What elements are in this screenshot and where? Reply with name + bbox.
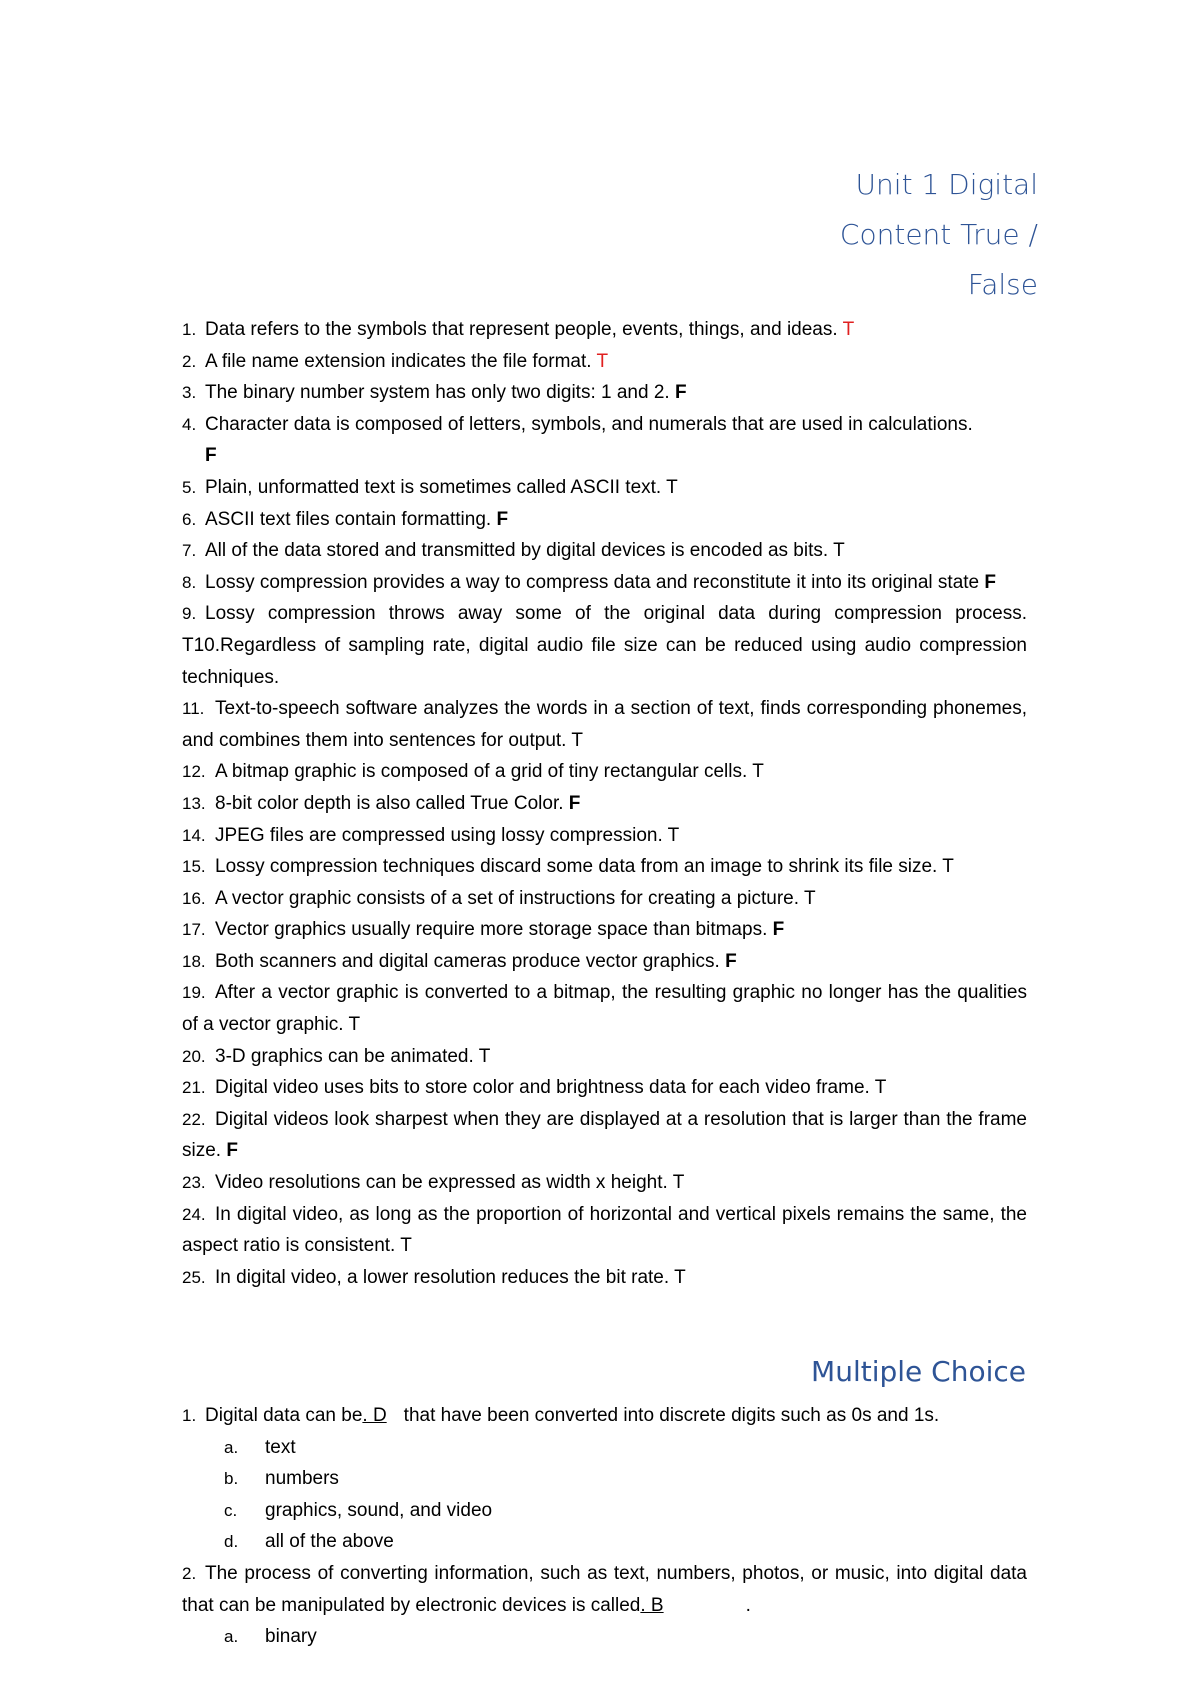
- item-text: The binary number system has only two digits: 1 and 2.: [205, 382, 670, 404]
- option-text: all of the above: [265, 1531, 394, 1553]
- question-text: The process of converting information, such as text, numbers, photos, or music, into digital data that can be manipulated by electronic devices is called: [182, 1562, 1027, 1616]
- answer-option: [182, 1526, 1027, 1558]
- question-text-after: .: [745, 1594, 751, 1616]
- item-answer: F: [496, 508, 509, 530]
- tf-item: [182, 504, 1027, 536]
- option-text: text: [265, 1436, 296, 1458]
- tf-item: [182, 693, 1027, 756]
- item-text: In digital video, a lower resolution reduces the bit rate.: [215, 1266, 670, 1288]
- item-answer: T: [942, 856, 954, 878]
- item-number: 15.: [182, 857, 206, 877]
- item-answer: F: [725, 950, 737, 972]
- tf-item: [182, 820, 1027, 852]
- tf-item: [182, 946, 1027, 978]
- item-number: 24.: [182, 1204, 206, 1224]
- tf-item: [182, 1041, 1027, 1073]
- item-text: Digital video uses bits to store color and brightness data for each video frame.: [215, 1077, 870, 1099]
- item-text: Text-to-speech software analyzes the words in a section of text, finds corresponding phonemes, and combines them into sentences for output.: [182, 698, 1027, 751]
- item-number: 8.: [182, 572, 197, 592]
- option-letter: c.: [224, 1500, 238, 1520]
- tf-item: [182, 377, 1027, 409]
- item-number: 23.: [182, 1173, 206, 1193]
- tf-item: [182, 346, 1027, 378]
- item-number: 9.: [182, 604, 197, 624]
- item-text: Character data is composed of letters, symbols, and numerals that are used in calculations.: [205, 413, 973, 435]
- tf-item: [182, 314, 1027, 346]
- item-answer: T: [752, 761, 764, 783]
- mc-question: [182, 1400, 1027, 1432]
- mc-question: [182, 1558, 1027, 1621]
- item-number: 22.: [182, 1109, 206, 1129]
- item-number: 19.: [182, 983, 206, 1003]
- tf-item: [182, 567, 1027, 599]
- option-text: binary: [265, 1626, 317, 1648]
- item-answer: T: [478, 1045, 491, 1067]
- item-number: 25.: [182, 1267, 206, 1287]
- tf-item: [182, 1167, 1027, 1199]
- item-text: Lossy compression throws away some of the original data during compression process.: [205, 603, 1027, 625]
- tf-item: [182, 1072, 1027, 1104]
- answer-option: [182, 1621, 1027, 1653]
- item-text: 3-D graphics can be animated.: [215, 1045, 474, 1067]
- item-text: Lossy compression techniques discard some data from an image to shrink its file size.: [215, 856, 938, 878]
- item-answer: T: [874, 1077, 887, 1099]
- item-text: Both scanners and digital cameras produce vector graphics.: [215, 950, 720, 972]
- item-text: Video resolutions can be expressed as width x height.: [215, 1172, 668, 1194]
- tf-item: [182, 535, 1027, 567]
- tf-item: [182, 788, 1027, 820]
- item-text: After a vector graphic is converted to a bitmap, the resulting graphic no longer has the qualities of a vector graphic.: [182, 982, 1027, 1036]
- tf-item: [182, 756, 1027, 788]
- item-text: Data refers to the symbols that represent people, events, things, and ideas.: [205, 319, 838, 340]
- question-text: Digital data can be: [205, 1405, 363, 1426]
- item-text: A file name extension indicates the file format.: [205, 350, 592, 372]
- item-answer: T: [803, 887, 816, 909]
- tf-item: [182, 409, 1027, 472]
- item-answer: F: [226, 1140, 238, 1162]
- item-answer: T: [348, 1014, 361, 1036]
- question-text-after: that have been converted into discrete digits such as 0s and 1s.: [403, 1405, 940, 1426]
- item-number: 2.: [182, 351, 197, 371]
- item-number: 1.: [182, 320, 197, 339]
- item-answer: F: [205, 445, 217, 467]
- tf-item: [182, 977, 1027, 1040]
- answer-blank: . B: [640, 1594, 664, 1616]
- item-number: 16.: [182, 888, 206, 908]
- item-answer: T: [182, 634, 194, 656]
- item-answer: T: [596, 350, 609, 372]
- tf-item: [182, 914, 1027, 946]
- multiple-choice-heading: Multiple Choice: [811, 1355, 1026, 1388]
- option-letter: a.: [224, 1627, 239, 1647]
- item-answer: T: [672, 1172, 685, 1194]
- multiple-choice-list: [182, 1400, 1027, 1653]
- item-text: Lossy compression provides a way to compress data and reconstitute it into its original state: [205, 571, 980, 593]
- item-text: All of the data stored and transmitted by digital devices is encoded as bits.: [205, 540, 829, 562]
- document-title: [700, 160, 1038, 310]
- answer-option: [182, 1463, 1027, 1495]
- item-number: 20.: [182, 1046, 206, 1066]
- item-text: Plain, unformatted text is sometimes called ASCII text.: [205, 476, 662, 498]
- item-text: JPEG files are compressed using lossy compression.: [215, 824, 663, 846]
- item-text: A bitmap graphic is composed of a grid of tiny rectangular cells.: [215, 761, 748, 783]
- option-letter: a.: [224, 1437, 239, 1457]
- item-number: 13.: [182, 793, 206, 813]
- tf-item: [182, 1262, 1027, 1294]
- title-line: Content True /: [839, 218, 1038, 251]
- item-text-continuation: 10.Regardless of sampling rate, digital audio file size can be reduced using audio compression techniques.: [182, 634, 1027, 688]
- item-text: 8-bit color depth is also called True Color.: [215, 792, 564, 814]
- item-text: Vector graphics usually require more storage space than bitmaps.: [215, 919, 768, 941]
- tf-item: [182, 472, 1027, 504]
- item-answer: T: [667, 824, 680, 846]
- question-number: 1.: [182, 1406, 197, 1425]
- answer-blank: . D: [362, 1405, 387, 1426]
- item-number: 4.: [182, 414, 197, 434]
- item-answer: F: [984, 571, 996, 593]
- item-text: In digital video, as long as the proportion of horizontal and vertical pixels remains the same, the aspect ratio is consistent.: [182, 1203, 1027, 1257]
- option-text: graphics, sound, and video: [265, 1499, 493, 1521]
- item-number: 18.: [182, 951, 206, 971]
- item-number: 5.: [182, 477, 197, 497]
- item-number: 11.: [182, 699, 205, 719]
- item-text: Digital videos look sharpest when they are displayed at a resolution that is larger than the frame size.: [182, 1108, 1027, 1162]
- item-number: 3.: [182, 383, 197, 403]
- item-answer: F: [568, 792, 581, 814]
- item-answer: T: [674, 1266, 686, 1288]
- option-text: numbers: [265, 1468, 339, 1490]
- option-letter: d.: [224, 1532, 239, 1552]
- tf-item: [182, 883, 1027, 915]
- item-number: 17.: [182, 920, 206, 940]
- item-answer: T: [400, 1235, 412, 1257]
- item-text: ASCII text files contain formatting.: [205, 508, 492, 530]
- item-answer: T: [666, 476, 678, 498]
- item-answer: F: [674, 382, 687, 404]
- tf-item: [182, 1104, 1027, 1167]
- item-answer: F: [772, 919, 785, 941]
- tf-item: [182, 598, 1027, 693]
- item-answer: T: [842, 319, 855, 340]
- option-letter: b.: [224, 1469, 239, 1489]
- title-line: Unit 1 Digital: [855, 168, 1038, 201]
- tf-item: [182, 851, 1027, 883]
- item-number: 21.: [182, 1078, 206, 1098]
- item-answer: T: [571, 729, 583, 751]
- item-answer: T: [833, 540, 845, 562]
- item-number: 7.: [182, 541, 197, 561]
- item-number: 6.: [182, 509, 197, 529]
- item-number: 12.: [182, 762, 206, 782]
- title-line: False: [967, 268, 1038, 301]
- item-text: A vector graphic consists of a set of instructions for creating a picture.: [215, 887, 799, 909]
- question-number: 2.: [182, 1563, 197, 1583]
- item-number: 14.: [182, 825, 206, 845]
- true-false-list: [182, 314, 1027, 1293]
- answer-option: [182, 1495, 1027, 1527]
- answer-option: [182, 1432, 1027, 1464]
- tf-item: [182, 1199, 1027, 1262]
